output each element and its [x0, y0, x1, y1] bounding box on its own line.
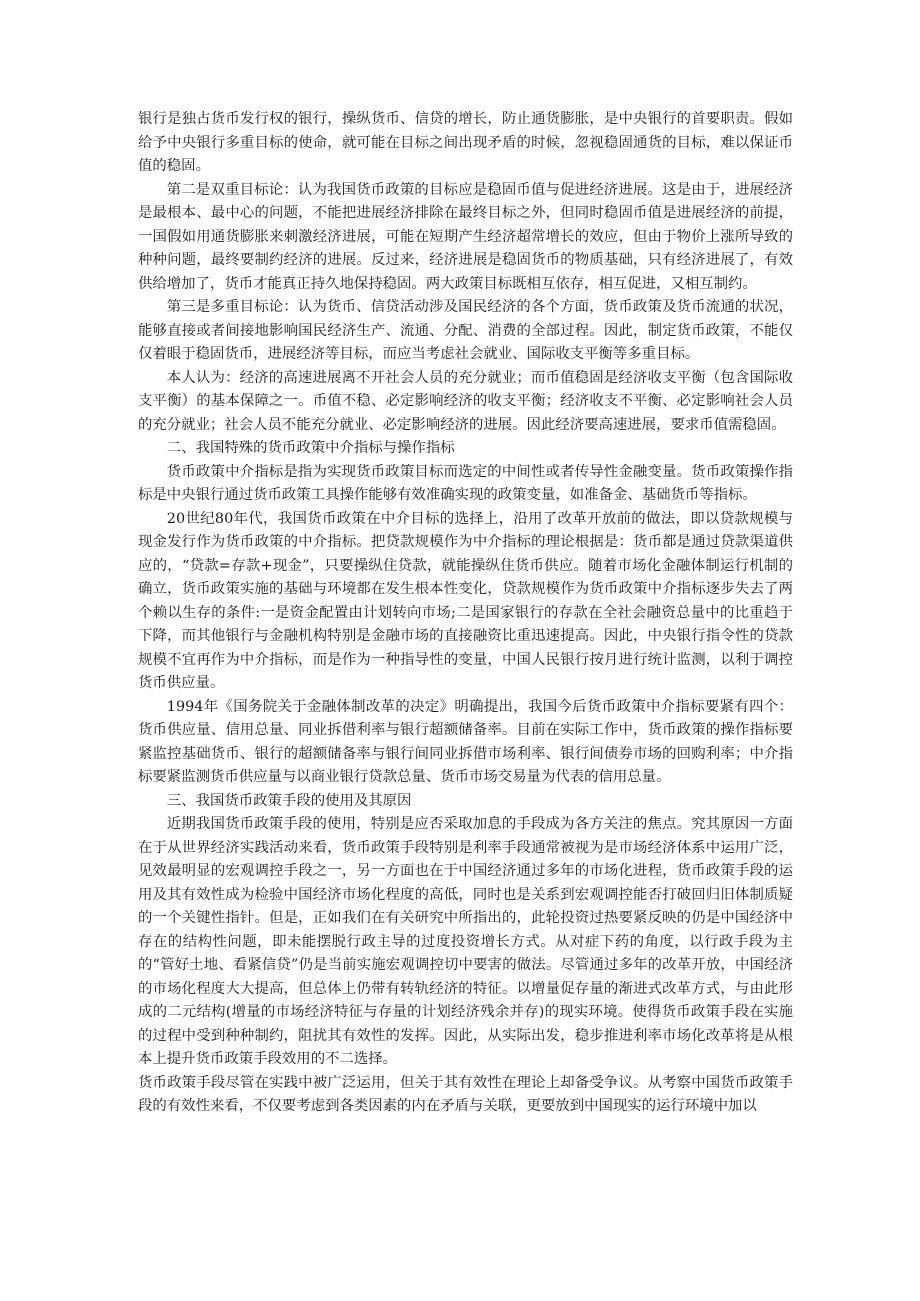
paragraph: 货币政策手段尽管在实践中被广泛运用，但关于其有效性在理论上却备受争议。从考察中国货币政策手段的有效性来看，不仅要考虑到各类因素的内在矛盾与关联，更要放到中国现实的运行环境中加以 — [138, 1074, 793, 1114]
paragraph: 本人认为：经济的高速进展离不开社会人员的充分就业；而币值稳固是经济收支平衡（包含国际收支平衡）的基本保障之一。币值不稳、必定影响经济的收支平衡；经济收支不平衡、必定影响社会人员的充分就业；社会人员不能充分就业、必定影响经济的进展。因此经济要高速进展，要求币值需稳固。 — [138, 369, 793, 433]
paragraph: 20世纪80年代，我国货币政策在中介目标的选择上，沿用了改革开放前的做法，即以贷款规模与现金发行作为货币政策的中介指标。把贷款规模作为中介指标的理论根据是：货币都是通过贷款渠道供应的，“贷款=存款+现金”，只要操纵住贷款，就能操纵住货币供应。随着市场化金融体制运行机制的确立，货币政策实施的基础与环境都在发生根本性变化，贷款规模作为货币政策中介指标逐步失去了两个赖以生存的条件:一是资金配置由计划转向市场;二是国家银行的存款在全社会融资总量中的比重趋于下降，而其他银行与金融机构特别是金融市场的直接融资比重迅速提高。因此，中央银行指令性的贷款规模不宜再作为中介指标，而是作为一种指导性的变量，中国人民银行按月进行统计监测，以利于调控货币供应量。 — [138, 510, 793, 691]
document-body — [138, 108, 793, 1119]
section-heading: 二、我国特殊的货币政策中介指标与操作指标 — [166, 440, 455, 456]
paragraph: 近期我国货币政策手段的使用，特别是应否采取加息的手段成为各方关注的焦点。究其原因一方面在于从世界经济实践活动来看，货币政策手段特别是利率手段通常被视为是市场经济体系中运用广泛，见效最明显的宏观调控手段之一，另一方面也在于中国经济通过多年的市场化进程，货币政策手段的运用及其有效性成为检验中国经济市场化程度的高低，同时也是关系到宏观调控能否打破回归旧体制质疑的一个关键性指针。但是，正如我们在有关研究中所指出的，此轮投资过热要紧反映的仍是中国经济中存在的结构性问题，即未能摆脱行政主导的过度投资增长方式。从对症下药的角度，以行政手段为主的“管好土地、看紧信贷”仍是当前实施宏观调控切中要害的做法。尽管通过多年的改革开放，中国经济的市场化程度大大提高，但总体上仍带有转轨经济的特征。以增量促存量的渐进式改革方式，与由此形成的二元结构(增量的市场经济特征与存量的计划经济残余并存)的现实环境。使得货币政策手段在实施的过程中受到种种制约，阻扰其有效性的发挥。因此，从实际出发，稳步推进利率市场化改革将是从根本上提升货币政策手段效用的不二选择。 — [138, 816, 793, 1067]
paragraph: 第三是多重目标论：认为货币、信贷活动涉及国民经济的各个方面，货币政策及货币流通的状况，能够直接或者间接地影响国民经济生产、流通、分配、消费的全部过程。因此，制定货币政策，不能仅仅着眼于稳固货币，进展经济等目标，而应当考虑社会就业、国际收支平衡等多重目标。 — [138, 299, 793, 362]
paragraph: 1994年《国务院关于金融体制改革的决定》明确提出，我国今后货币政策中介指标要紧有四个：货币供应量、信用总量、同业拆借利率与银行超额储备率。目前在实际工作中，货币政策的操作指标要紧监控基础货币、银行的超额储备率与银行间同业拆借市场利率、银行间债券市场的回购利率；中介指标要紧监测货币供应量与以商业银行贷款总量、货币市场交易量为代表的信用总量。 — [138, 698, 793, 785]
paragraph: 货币政策中介指标是指为实现货币政策目标而选定的中间性或者传导性金融变量。货币政策操作指标是中央银行通过货币政策工具操作能够有效准确实现的政策变量，如准备金、基础货币等指标。 — [138, 463, 793, 503]
paragraph: 银行是独占货币发行权的银行，操纵货币、信贷的增长，防止通货膨胀，是中央银行的首要职责。假如给予中央银行多重目标的使命，就可能在目标之间出现矛盾的时候，忽视稳固通货的目标，难以保证币值的稳固。 — [138, 111, 793, 174]
paragraph: 第二是双重目标论：认为我国货币政策的目标应是稳固币值与促进经济进展。这是由于，进展经济是最根本、最中心的问题，不能把进展经济排除在最终目标之外，但同时稳固币值是进展经济的前提，一国假如用通货膨胀来刺激经济进展，可能在短期产生经济超常增长的效应，但由于物价上涨所导致的种种问题，最终要制约经济的进展。反过来，经济进展是稳固货币的物质基础，只有经济进展了，有效供给增加了，货币才能真正持久地保持稳固。两大政策目标既相互依存，相互促进，又相互制约。 — [138, 181, 793, 292]
section-heading: 三、我国货币政策手段的使用及其原因 — [166, 792, 412, 809]
